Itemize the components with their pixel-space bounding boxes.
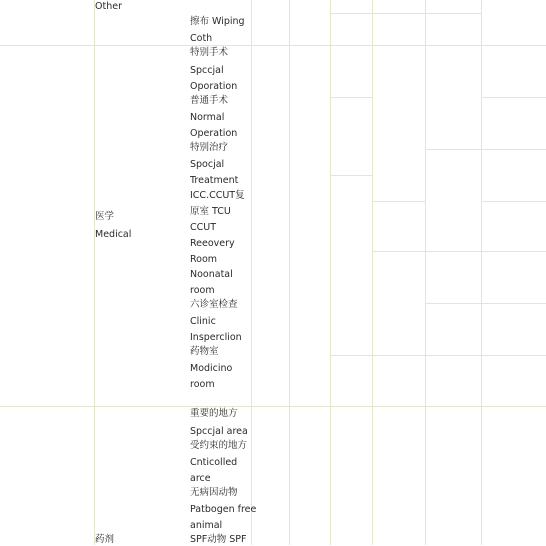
- item-en: Spccjal: [190, 65, 224, 76]
- row-divider: [330, 13, 481, 14]
- category-pharma-zh: 药剂: [95, 534, 115, 545]
- item-en: Modicino: [190, 363, 233, 374]
- col-divider: [251, 0, 252, 545]
- row-divider: [425, 303, 546, 304]
- item-zh: 特别治疗: [190, 142, 229, 153]
- col-divider: [481, 0, 482, 545]
- item-en: Cnticolled: [190, 457, 238, 468]
- col-divider: [330, 0, 331, 545]
- row-divider: [481, 201, 546, 202]
- col-divider: [372, 0, 373, 545]
- item-en: room: [190, 285, 215, 296]
- item-en: 原室 TCU: [190, 206, 231, 217]
- item-zh: 无病因动物: [190, 487, 238, 498]
- category-medical-en: Medical: [95, 229, 132, 240]
- item-zh: 普通手术: [190, 95, 229, 106]
- item-en: Normal: [190, 112, 225, 123]
- item-en: Operation: [190, 128, 238, 139]
- row-divider: [481, 97, 546, 98]
- row-divider: [0, 45, 546, 46]
- category-other: Other: [95, 1, 122, 12]
- col-divider: [289, 0, 290, 545]
- col-divider: [94, 0, 95, 545]
- category-medical-zh: 医学: [95, 211, 115, 222]
- row-divider: [0, 406, 546, 407]
- item-en: Reeovery: [190, 238, 235, 249]
- item-en: Noonatal: [190, 269, 233, 280]
- row-divider: [372, 251, 546, 252]
- row-divider: [425, 149, 546, 150]
- row-divider: [330, 97, 372, 98]
- item-zh: 特别手术: [190, 47, 229, 58]
- item-en: CCUT: [190, 222, 217, 233]
- row-divider: [372, 201, 425, 202]
- item-zh: SPF动物 SPF: [190, 534, 247, 545]
- item-zh: 六诊室检查: [190, 299, 238, 310]
- item-en: arce: [190, 473, 211, 484]
- item-en: Coth: [190, 33, 213, 44]
- item-en: room: [190, 379, 215, 390]
- item-zh: 药物室: [190, 346, 219, 357]
- item-en: animal: [190, 520, 223, 531]
- item-en: Oporation: [190, 81, 238, 92]
- item-en: Treatment: [190, 175, 239, 186]
- item-zh: ICC.CCUT复: [190, 190, 245, 201]
- item-en: Spocjal: [190, 159, 225, 170]
- row-divider: [330, 355, 546, 356]
- item-en: Insperclion: [190, 332, 242, 343]
- item-en: Patbogen free: [190, 504, 257, 515]
- row-divider: [330, 175, 372, 176]
- item-zh: 擦布 Wiping: [190, 16, 245, 27]
- item-en: Spccjal area: [190, 426, 248, 437]
- item-en: Clinic: [190, 316, 216, 327]
- item-zh: 受约束的地方: [190, 440, 248, 451]
- item-en: Room: [190, 254, 218, 265]
- col-divider: [425, 0, 426, 545]
- item-zh: 重要的地方: [190, 408, 238, 419]
